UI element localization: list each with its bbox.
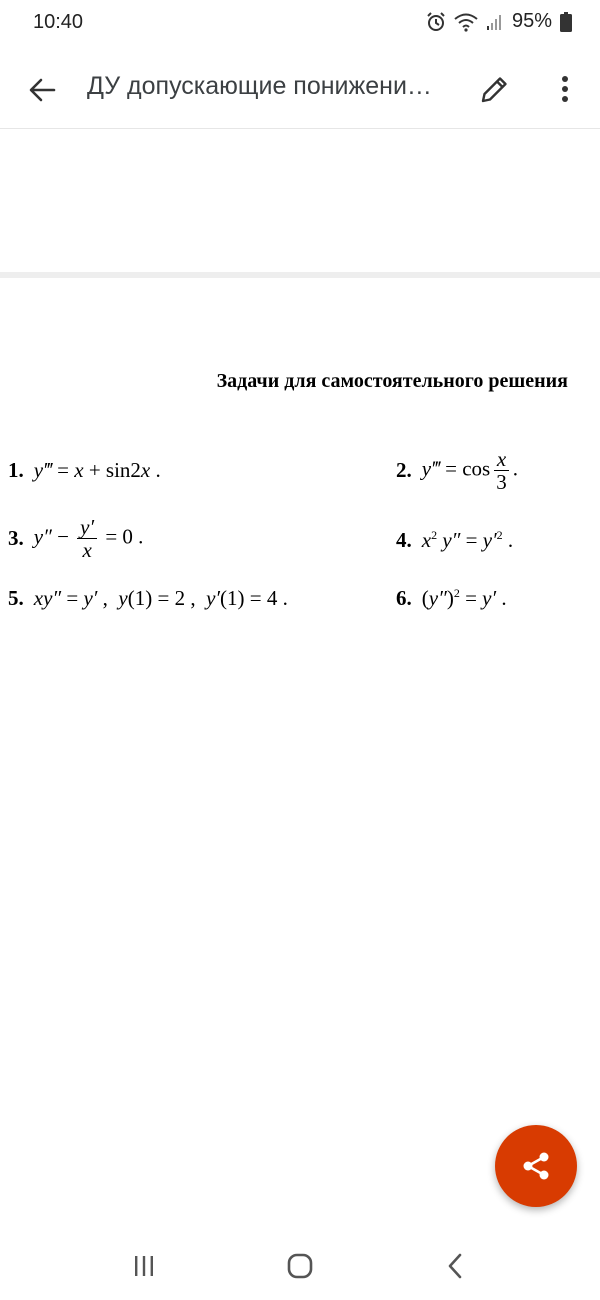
- task-number: 5.: [8, 586, 24, 610]
- edit-button[interactable]: [474, 68, 516, 110]
- signal-icon: [486, 13, 504, 31]
- recents-icon: [132, 1254, 156, 1278]
- back-arrow-icon: [28, 76, 56, 104]
- status-bar: [0, 0, 600, 48]
- app-bar: [0, 48, 600, 129]
- task-6: [396, 586, 507, 611]
- navigation-bar: [0, 1230, 600, 1300]
- task-equation: $x^2$ $y'' = y'^2$ .: [421, 528, 514, 552]
- recents-button[interactable]: [122, 1248, 166, 1284]
- status-icons: [426, 10, 572, 33]
- back-button[interactable]: [22, 70, 62, 110]
- back-icon: [446, 1253, 466, 1279]
- task-number: 2.: [396, 458, 412, 483]
- wifi-icon: [454, 12, 478, 32]
- task-number: 6.: [396, 586, 412, 610]
- task-1: [8, 458, 161, 483]
- share-button[interactable]: [495, 1125, 577, 1207]
- nav-back-button[interactable]: [434, 1248, 478, 1284]
- more-options-button[interactable]: [550, 68, 580, 110]
- section-heading: Задачи для самостоятельного решения: [216, 370, 568, 392]
- battery-icon: [560, 12, 572, 32]
- task-equation: y‴ = cos $\frac{x}{3}$ .: [421, 447, 518, 495]
- home-icon: [287, 1253, 313, 1279]
- document-page: [0, 278, 600, 1178]
- home-button[interactable]: [278, 1248, 322, 1284]
- task-number: 3.: [8, 526, 24, 551]
- document-title: ДУ допускающие понижени…: [87, 72, 432, 100]
- task-number: 4.: [396, 528, 412, 552]
- task-5: [8, 586, 288, 611]
- share-icon: [520, 1150, 552, 1182]
- task-equation: $(y'')^2 = y'$ .: [421, 586, 507, 610]
- task-equation: y″ − $\frac{y'}{x}$ = 0 .: [33, 515, 144, 563]
- task-number: 1.: [8, 458, 24, 482]
- task-3: [8, 516, 143, 561]
- battery-percent: 95%: [511, 10, 552, 32]
- task-2: [396, 448, 518, 493]
- alarm-icon: [426, 12, 446, 32]
- task-equation: y‴ = x + sin2x .: [33, 458, 161, 482]
- more-vert-icon: [561, 75, 569, 103]
- task-equation: xy″ = y′ , y(1) = 2 , y′(1) = 4 .: [33, 586, 288, 610]
- status-time: 10:40: [33, 11, 84, 33]
- pencil-icon: [479, 73, 511, 105]
- task-4: [396, 528, 513, 553]
